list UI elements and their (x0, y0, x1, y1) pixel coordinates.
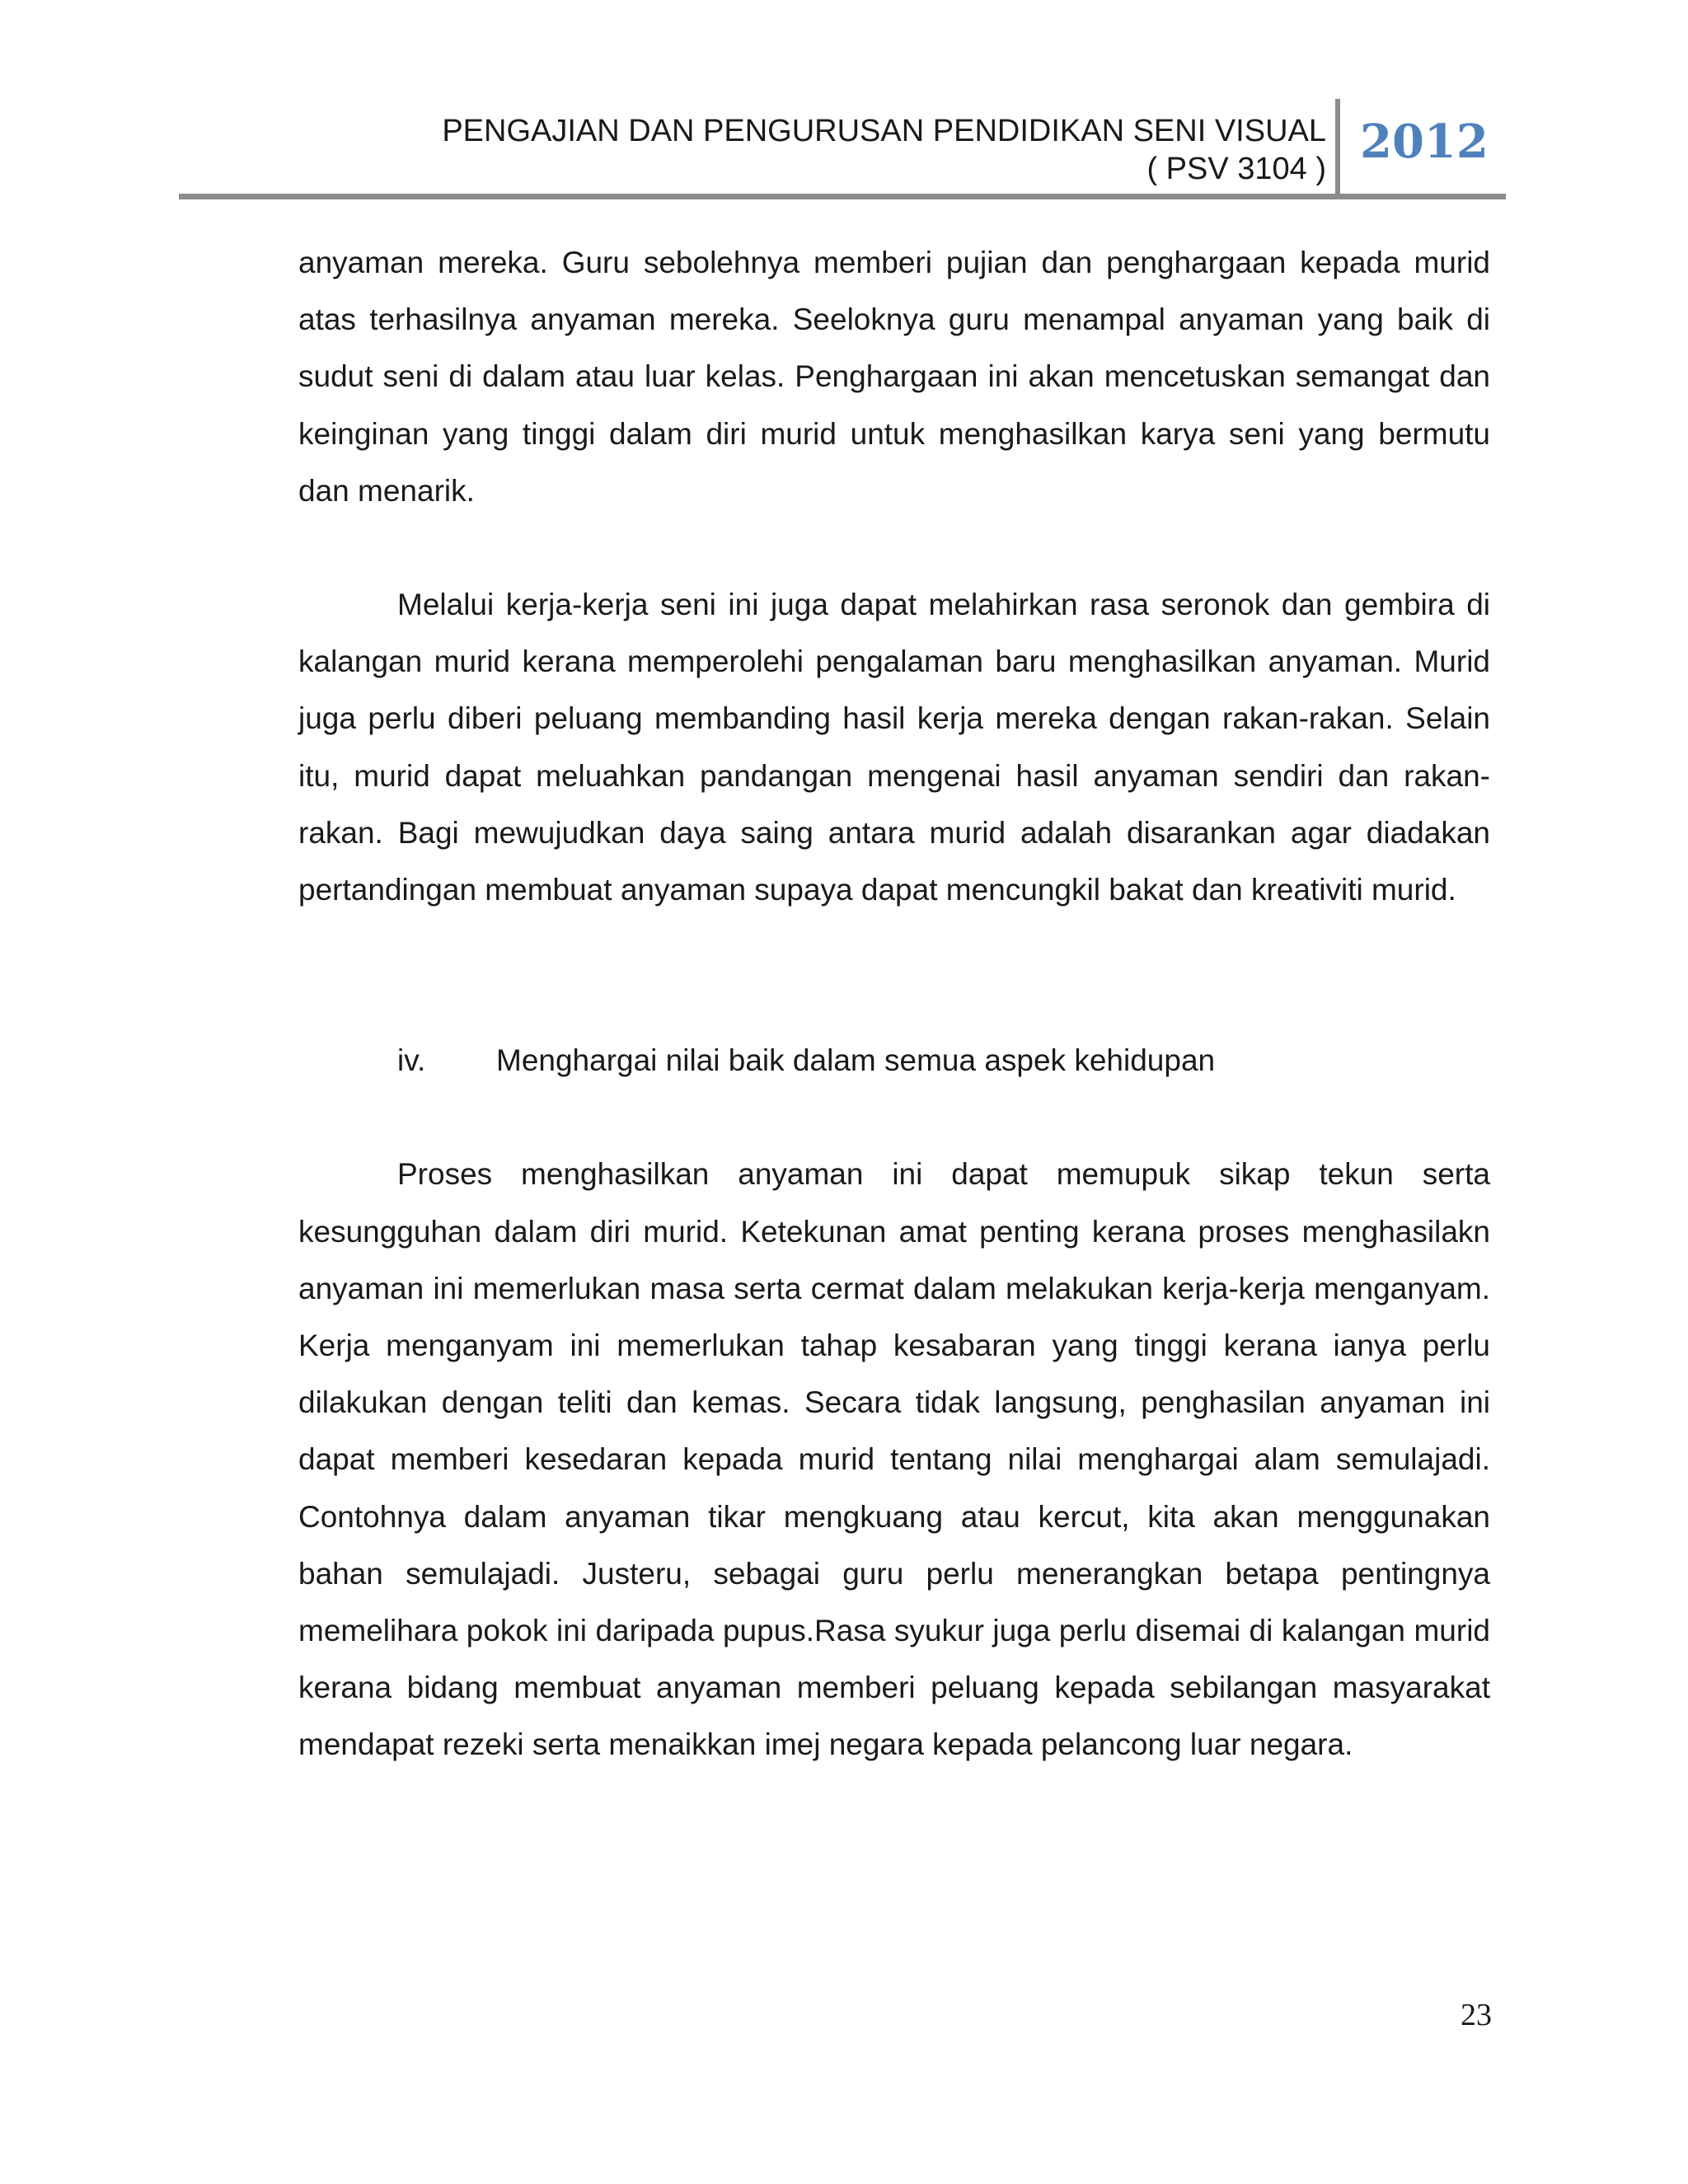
header-title-line1: PENGAJIAN DAN PENGURUSAN PENDIDIKAN SENI VISUAL (442, 114, 1326, 148)
header-separator (1335, 99, 1340, 196)
list-item-text: Menghargai nilai baik dalam semua aspek kehidupan (496, 1043, 1216, 1078)
page-body (298, 234, 1490, 1774)
header-title (442, 112, 1326, 188)
header-rule (179, 194, 1506, 199)
page-number: 23 (1461, 1998, 1492, 2032)
page-header (179, 99, 1506, 196)
body-paragraph-1: anyaman mereka. Guru sebolehnya memberi pujian dan penghargaan kepada murid atas terhasilnya anyaman mereka. Seeloknya guru menampal anyaman yang baik di sudut seni di dalam atau luar kelas. Penghargaan ini akan mencetuskan semangat dan keinginan yang tinggi dalam diri murid untuk menghasilkan karya seni yang bermutu dan menarik. (298, 246, 1490, 508)
header-year: 2012 (1360, 115, 1489, 169)
body-paragraph-3: Proses menghasilkan anyaman ini dapat memupuk sikap tekun serta kesungguhan dalam diri murid. Ketekunan amat penting kerana proses menghasilakn anyaman ini memerlukan masa serta cermat dalam melakukan kerja-kerja menganyam. Kerja menganyam ini memerlukan tahap kesabaran yang tinggi kerana ianya perlu dilakukan dengan teliti dan kemas. Secara tidak langsung, penghasilan anyaman ini dapat memberi kesedaran kepada murid tentang nilai menghargai alam semulajadi. Contohnya dalam anyaman tikar mengkuang atau kercut, kita akan menggunakan bahan semulajadi. Justeru, sebagai guru perlu menerangkan betapa pentingnya memelihara pokok ini daripada pupus.Rasa syukur juga perlu disemai di kalangan murid kerana bidang membuat anyaman memberi peluang kepada sebilangan masyarakat mendapat rezeki serta menaikkan imej negara kepada pelancong luar negara. (298, 1157, 1490, 1762)
list-item-number: iv. (397, 1043, 426, 1078)
header-course-code: ( PSV 3104 ) (1146, 152, 1326, 186)
list-item (298, 1032, 1490, 1089)
body-paragraph-2: Melalui kerja-kerja seni ini juga dapat melahirkan rasa seronok dan gembira di kalangan murid kerana memperolehi pengalaman baru menghasilkan anyaman. Murid juga perlu diberi peluang membanding hasil kerja mereka dengan rakan-rakan. Selain itu, murid dapat meluahkan pandangan mengenai hasil anyaman sendiri dan rakan-rakan. Bagi mewujudkan daya saing antara murid adalah disarankan agar diadakan pertandingan membuat anyaman supaya dapat mencungkil bakat dan kreativiti murid. (298, 588, 1490, 907)
